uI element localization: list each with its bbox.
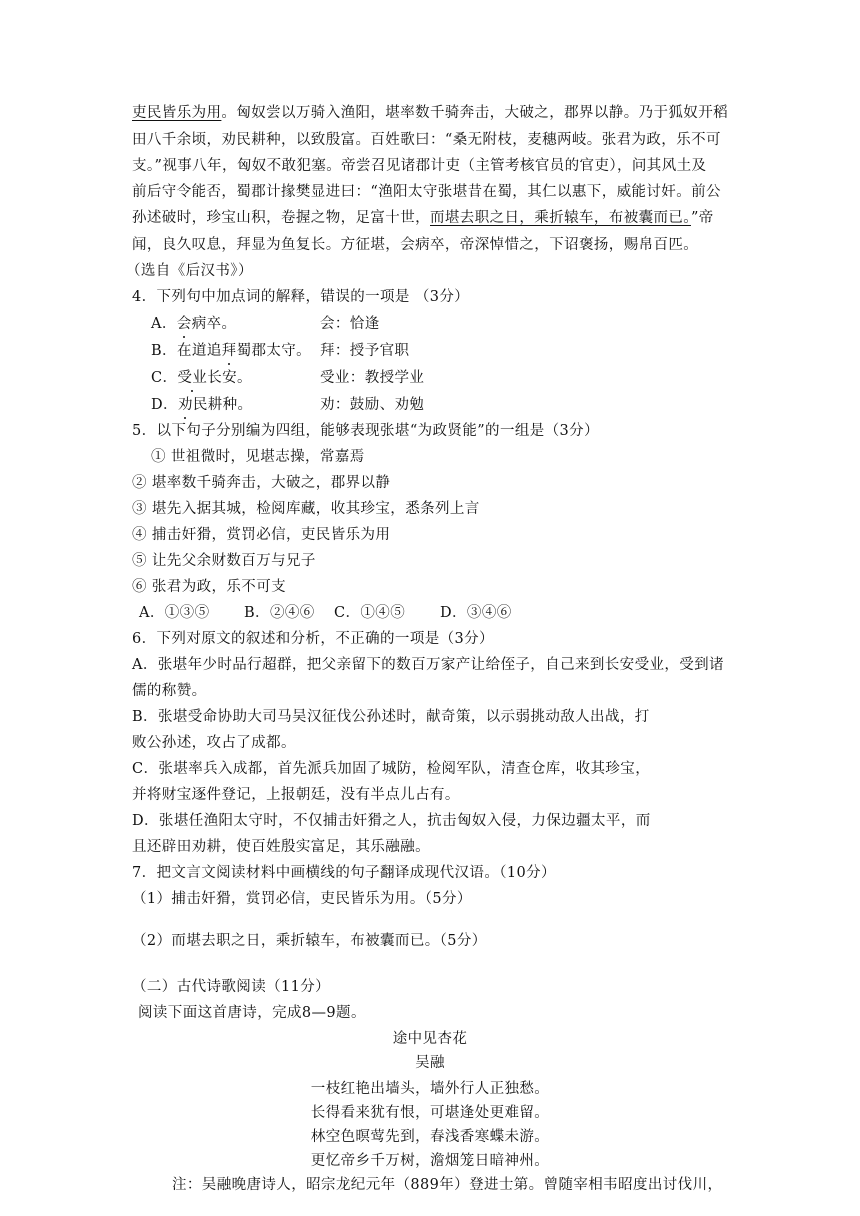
- q5-item-3: ③ 堪先入据其城，检阅库藏，收其珍宝，悉条列上言: [132, 501, 480, 517]
- underlined-sentence-1: 吏民皆乐为用: [132, 105, 222, 121]
- q7-stem: 7．把文言文阅读材料中画横线的句子翻译成现代汉语。（10分）: [132, 865, 556, 881]
- poem-title: 途中见杏花: [392, 1031, 468, 1047]
- q4-option-a: A．会病卒。: [151, 316, 237, 332]
- q4-option-b: B．在道追拜蜀郡太守。: [151, 343, 312, 359]
- poem-verse-3: 林空色暝莺先到，春浅香寒蝶未游。: [310, 1129, 550, 1145]
- q5-item-4: ④ 捕击奸猾，赏罚必信，吏民皆乐为用: [132, 527, 391, 543]
- passage-line-3: 支。”视事八年，匈奴不敢犯塞。帝尝召见诸郡计吏（主管考核官员的官吏），问其风土及: [132, 158, 707, 174]
- q7-sentence-2: （2）而堪去职之日，乘折辕车，布被囊而已。（5分）: [132, 933, 487, 949]
- q4-gloss-c: 受业：教授学业: [320, 370, 425, 386]
- q6-option-b-line-1: B．张堪受命协助大司马吴汉征伐公孙述时，献奇策，以示弱挑动敌人出战，打: [132, 709, 650, 725]
- passage-source: （选自《后汉书》）: [126, 263, 253, 279]
- underlined-sentence-2: 而堪去职之日，乘折辕车，布被囊而已。: [430, 210, 691, 226]
- q4-gloss-b: 拜：授予官职: [320, 343, 410, 359]
- passage-line-6: 闻，良久叹息，拜显为鱼复长。方征堪，会病卒，帝深悼惜之，下诏褒扬，赐帛百匹。: [132, 237, 699, 253]
- dotted-word: 会: [176, 316, 192, 332]
- passage-text: ”帝: [690, 210, 714, 226]
- passage-line-2: 田八千余顷，劝民耕种，以致殷富。百姓歌曰：“桑无附枝，麦穗两岐。张君为政，乐不可: [132, 132, 721, 148]
- passage-line-5: [132, 209, 714, 229]
- poem-verse-1: 一枝红艳出墙头，墙外行人正独愁。: [310, 1081, 550, 1097]
- q4-stem: 4．下列句中加点词的解释，错误的一项是 （3分）: [132, 289, 470, 305]
- q6-option-a-line-1: A．张堪年少时品行超群，把父亲留下的数百万家产让给侄子，自己来到长安受业，受到诸: [132, 657, 724, 673]
- poem-verse-4: 更忆帝乡千万树，澹烟笼日暗神州。: [310, 1153, 550, 1169]
- q4-gloss-a: 会：恰逢: [320, 316, 380, 332]
- poem-note: 注：吴融晚唐诗人，昭宗龙纪元年（889年）登进士第。曾随宰相韦昭度出讨伐川，: [172, 1177, 723, 1193]
- q5-stem: 5．以下句子分别编为四组，能够表现张堪“为政贤能”的一组是（3分）: [132, 423, 599, 439]
- passage-line-1: [132, 104, 728, 124]
- q6-option-a-line-2: 儒的称赞。: [132, 683, 207, 699]
- q5-choice-d: D．③④⑥: [440, 605, 512, 621]
- section-2-intro: 阅读下面这首唐诗，完成8—9题。: [138, 1005, 366, 1021]
- dotted-word: 受业: [177, 370, 208, 386]
- q5-item-6: ⑥ 张君为政，乐不可支: [132, 579, 287, 595]
- q5-choice-b: B．②④⑥: [244, 605, 315, 621]
- q5-item-2: ② 堪率数千骑奔击，大破之，郡界以静: [132, 475, 391, 491]
- passage-text: 。匈奴尝以万骑入渔阳，堪率数千骑奔击，大破之，郡界以静。乃于狐奴开稻: [221, 105, 729, 121]
- q6-stem: 6．下列对原文的叙述和分析，不正确的一项是（3分）: [132, 631, 494, 647]
- dotted-word: 拜: [221, 343, 237, 359]
- q7-sentence-1: （1）捕击奸猾，赏罚必信，吏民皆乐为用。（5分）: [132, 891, 472, 907]
- q6-option-d-line-1: D．张堪任渔阳太守时，不仅捕击奸猾之人，抗击匈奴入侵，力保边疆太平，而: [132, 813, 651, 829]
- passage-text: 孙述破时，珍宝山积，卷握之物，足富十世，: [132, 210, 430, 226]
- q6-option-c-line-2: 并将财宝逐件登记，上报朝廷，没有半点儿占有。: [132, 787, 460, 803]
- poem-verse-2: 长得看来犹有恨，可堪逢处更难留。: [310, 1105, 550, 1121]
- q5-choice-a: A．①③⑤: [139, 605, 210, 621]
- q4-option-d: D．劝民耕种。: [151, 397, 253, 413]
- q6-option-b-line-2: 败公孙述，攻占了成都。: [132, 735, 296, 751]
- poet-name: 吴融: [415, 1055, 445, 1071]
- dotted-word: 劝: [177, 397, 193, 413]
- q6-option-d-line-2: 且还辟田劝耕，使百姓殷实富足，其乐融融。: [132, 839, 430, 855]
- q5-item-5: ⑤ 让先父余财数百万与兄子: [132, 553, 316, 569]
- q4-option-c: C．受业长安。: [151, 370, 252, 386]
- q5-item-1: ① 世祖微时，见堪志操，常嘉焉: [151, 449, 365, 465]
- q6-option-c-line-1: C．张堪率兵入成都，首先派兵加固了城防，检阅军队，清查仓库，收其珍宝，: [132, 761, 651, 777]
- q5-choice-c: C．①④⑤: [334, 605, 406, 621]
- section-2-heading: （二）古代诗歌阅读（11分）: [132, 979, 331, 995]
- q4-gloss-d: 劝：鼓励、劝勉: [320, 397, 425, 413]
- passage-line-4: 前后守令能否，蜀郡计掾樊显进曰：“渔阳太守张堪昔在蜀，其仁以惠下，威能讨奸。前公: [132, 184, 721, 200]
